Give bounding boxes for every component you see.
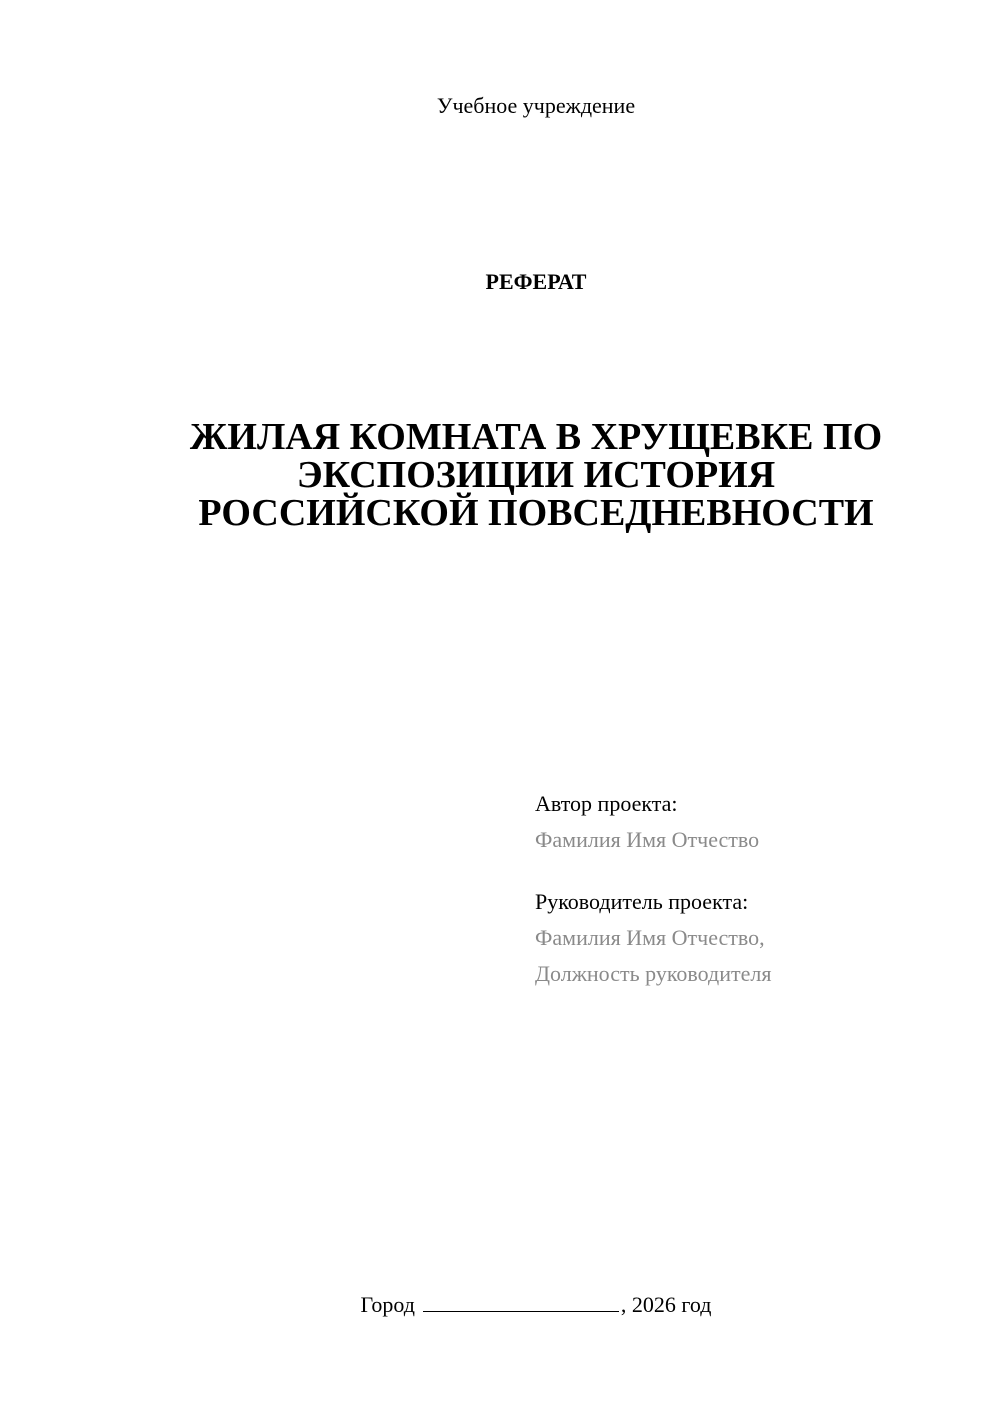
footer-city-year bbox=[0, 1290, 1000, 1320]
supervisor-position: Должность руководителя bbox=[535, 961, 772, 986]
author-label: Автор проекта: bbox=[535, 791, 678, 816]
institution-name: Учебное учреждение bbox=[436, 93, 636, 118]
credits-block bbox=[535, 786, 975, 992]
document-title bbox=[160, 418, 912, 532]
author-name: Фамилия Имя Отчество bbox=[535, 827, 760, 852]
city-blank-line bbox=[423, 1291, 619, 1312]
title-line-3: РОССИЙСКОЙ ПОВСЕДНЕВНОСТИ bbox=[198, 492, 874, 534]
supervisor-name: Фамилия Имя Отчество, bbox=[535, 925, 765, 950]
supervisor-label: Руководитель проекта: bbox=[535, 889, 749, 914]
title-line-1: ЖИЛАЯ КОМНАТА В ХРУЩЕВКЕ ПО bbox=[189, 416, 883, 458]
title-line-2: ЭКСПОЗИЦИИ ИСТОРИЯ bbox=[296, 454, 776, 496]
document-type: РЕФЕРАТ bbox=[485, 269, 587, 294]
year-text: , 2026 год bbox=[620, 1292, 712, 1317]
city-label: Город bbox=[360, 1292, 415, 1317]
